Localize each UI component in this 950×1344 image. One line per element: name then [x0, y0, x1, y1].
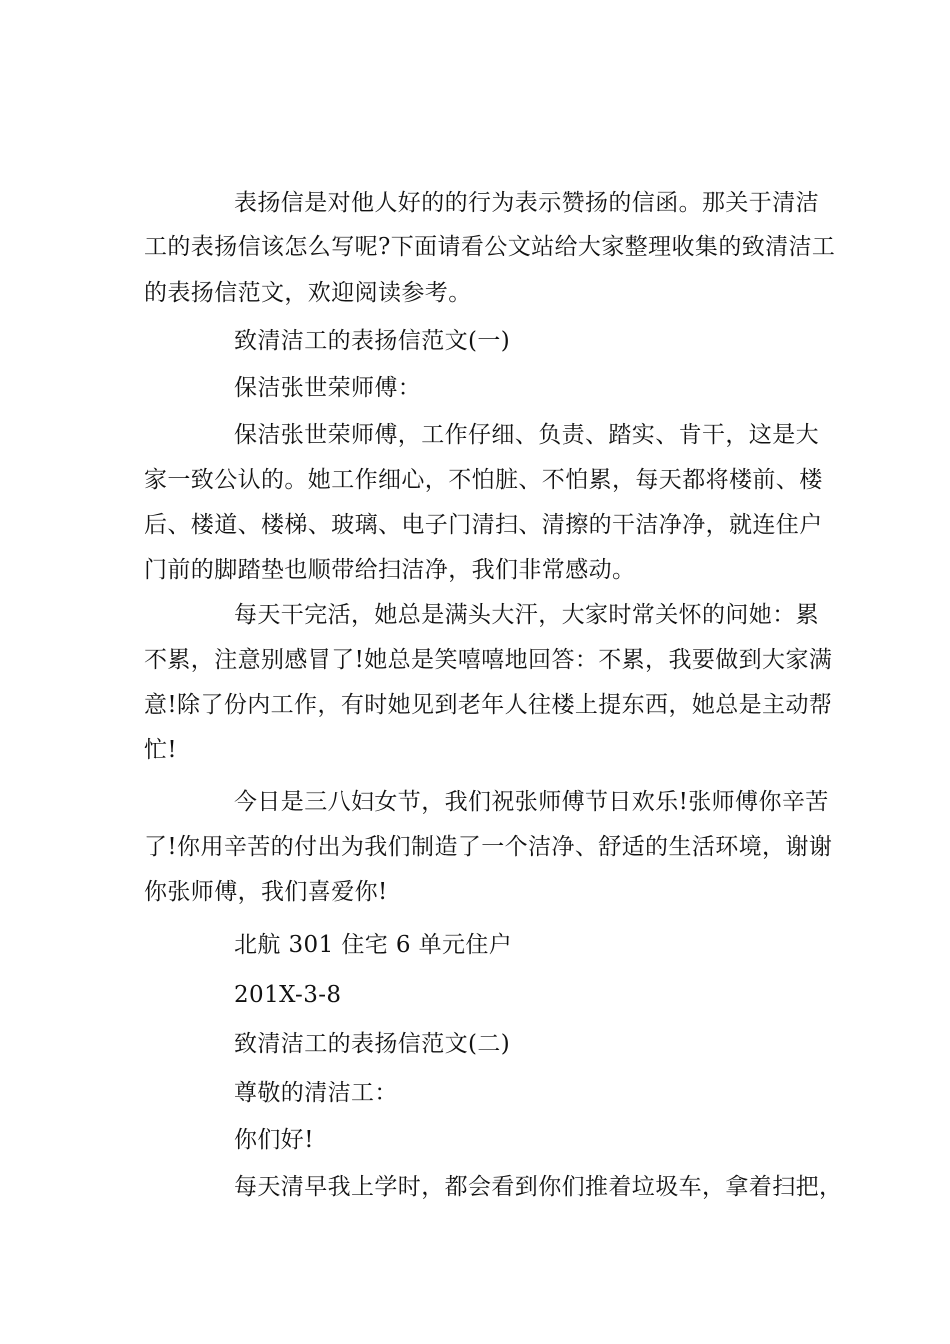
letter-1-salutation: 保洁张世荣师傅： [234, 375, 422, 401]
letter-1-para-1-line-3: 后、楼道、楼梯、玻璃、电子门清扫、清擦的干洁净净，就连住户 [144, 512, 823, 538]
letter-1-para-3-line-3: 你张师傅，我们喜爱你! [144, 879, 388, 905]
letter-1-para-1-line-4: 门前的脚踏垫也顺带给扫洁净，我们非常感动。 [144, 557, 636, 583]
letter-1-para-1-line-1: 保洁张世荣师傅，工作仔细、负责、踏实、肯干，这是大 [234, 422, 819, 448]
letter-2-greeting: 你们好! [234, 1127, 314, 1153]
letter-1-para-2-line-2: 不累，注意别感冒了!她总是笑嘻嘻地回答：不累，我要做到大家满 [144, 647, 833, 673]
intro-line-1: 表扬信是对他人好的的行为表示赞扬的信函。那关于清洁 [234, 190, 819, 216]
intro-line-3: 的表扬信范文，欢迎阅读参考。 [144, 280, 472, 306]
letter-2-salutation: 尊敬的清洁工： [234, 1080, 398, 1106]
letter-1-signature: 北航 301 住宅 6 单元住户 [234, 932, 513, 958]
letter-2-title: 致清洁工的表扬信范文(二) [234, 1031, 511, 1057]
letter-1-para-2-line-3: 意!除了份内工作，有时她见到老年人往楼上提东西，她总是主动帮 [144, 692, 833, 718]
letter-2-para-1-line-1: 每天清早我上学时，都会看到你们推着垃圾车，拿着扫把， [234, 1174, 843, 1200]
letter-1-title: 致清洁工的表扬信范文(一) [234, 328, 511, 354]
letter-1-para-3-line-2: 了!你用辛苦的付出为我们制造了一个洁净、舒适的生活环境，谢谢 [144, 834, 833, 860]
letter-1-date: 201X-3-8 [234, 982, 342, 1008]
letter-1-para-1-line-2: 家一致公认的。她工作细心，不怕脏、不怕累，每天都将楼前、楼 [144, 467, 823, 493]
letter-1-para-2-line-1: 每天干完活，她总是满头大汗，大家时常关怀的问她：累 [234, 602, 819, 628]
letter-1-para-3-line-1: 今日是三八妇女节，我们祝张师傅节日欢乐!张师傅你辛苦 [234, 789, 829, 815]
letter-1-para-2-line-4: 忙! [144, 737, 178, 763]
intro-line-2: 工的表扬信该怎么写呢?下面请看公文站给大家整理收集的致清洁工 [144, 234, 836, 260]
